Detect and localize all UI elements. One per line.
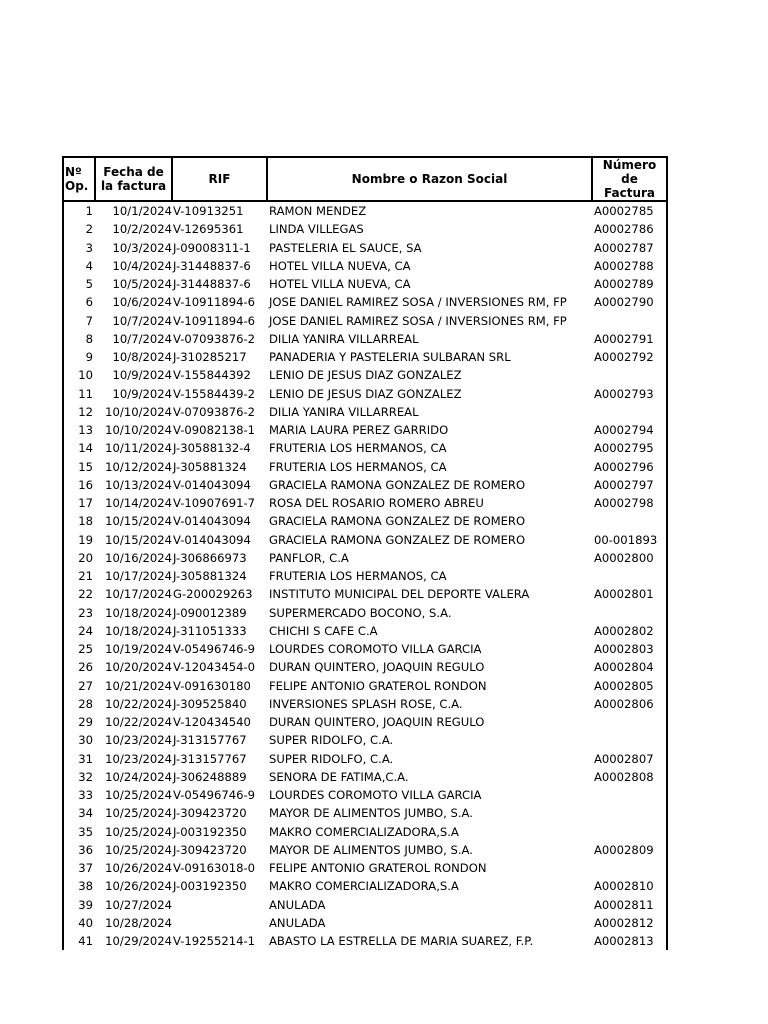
cell-op-number: 15 <box>63 458 95 476</box>
cell-invoice-number: A0002813 <box>592 932 667 950</box>
table-row <box>63 585 667 603</box>
cell-rif: V-12695361 <box>173 222 244 237</box>
cell-business-name: DILIA YANIRA VILLARREAL <box>269 331 419 346</box>
cell-invoice-date: 10/7/2024 <box>112 313 172 328</box>
table-row <box>63 841 667 859</box>
cell-invoice-date: 10/4/2024 <box>112 258 172 273</box>
cell-op-number: 30 <box>63 731 95 749</box>
table-row <box>63 330 667 348</box>
cell-op-number: 8 <box>63 330 95 348</box>
cell-invoice-date: 10/10/2024 <box>105 404 172 419</box>
cell-rif: J-090012389 <box>173 605 247 620</box>
cell-invoice-number <box>592 859 667 877</box>
table-row <box>63 239 667 257</box>
cell-invoice-date: 10/14/2024 <box>105 496 172 511</box>
cell-invoice-date: 10/15/2024 <box>105 514 172 529</box>
cell-invoice-date: 10/9/2024 <box>112 368 172 383</box>
cell-business-name: CHICHI S CAFE C.A <box>269 623 378 638</box>
cell-rif: J-311051333 <box>173 623 247 638</box>
cell-business-name: MAYOR DE ALIMENTOS JUMBO, S.A. <box>269 806 473 821</box>
cell-invoice-number: A0002786 <box>592 220 667 238</box>
cell-invoice-date: 10/23/2024 <box>105 751 172 766</box>
cell-business-name: DURAN QUINTERO, JOAQUIN REGULO <box>269 715 485 730</box>
table-row <box>63 257 667 275</box>
cell-rif: J-310285217 <box>173 350 247 365</box>
table-row <box>63 567 667 585</box>
table-row <box>63 896 667 914</box>
cell-rif: V-10911894-6 <box>173 313 256 328</box>
cell-invoice-number: A0002789 <box>592 275 667 293</box>
cell-invoice-date: 10/24/2024 <box>105 769 172 784</box>
cell-business-name: PASTELERIA EL SAUCE, SA <box>269 240 422 255</box>
cell-rif <box>172 896 267 914</box>
cell-op-number: 11 <box>63 385 95 403</box>
cell-invoice-number <box>592 403 667 421</box>
cell-rif: J-313157767 <box>173 733 247 748</box>
cell-op-number: 12 <box>63 403 95 421</box>
cell-invoice-number: A0002802 <box>592 622 667 640</box>
header-rif: RIF <box>172 157 267 201</box>
cell-op-number: 16 <box>63 476 95 494</box>
cell-business-name: LINDA VILLEGAS <box>269 222 364 237</box>
cell-invoice-date: 10/9/2024 <box>112 386 172 401</box>
cell-invoice-date: 10/6/2024 <box>112 295 172 310</box>
table-row <box>63 786 667 804</box>
cell-invoice-number: A0002796 <box>592 458 667 476</box>
cell-rif: J-30588132-4 <box>173 441 251 456</box>
cell-business-name: ANULADA <box>269 915 326 930</box>
cell-business-name: HOTEL VILLA NUEVA, CA <box>269 258 411 273</box>
cell-rif: V-07093876-2 <box>173 331 256 346</box>
cell-invoice-date: 10/17/2024 <box>105 587 172 602</box>
cell-invoice-date: 10/26/2024 <box>105 879 172 894</box>
cell-invoice-number: A0002794 <box>592 421 667 439</box>
cell-rif: J-306866973 <box>173 550 247 565</box>
cell-invoice-date: 10/28/2024 <box>105 915 172 930</box>
cell-rif: V-014043094 <box>173 477 251 492</box>
cell-invoice-date: 10/12/2024 <box>105 459 172 474</box>
header-op-number: Nº Op. <box>63 157 95 201</box>
cell-invoice-number: A0002805 <box>592 677 667 695</box>
cell-business-name: GRACIELA RAMONA GONZALEZ DE ROMERO <box>269 532 526 547</box>
cell-business-name: FRUTERIA LOS HERMANOS, CA <box>269 569 447 584</box>
cell-business-name: FRUTERIA LOS HERMANOS, CA <box>269 459 447 474</box>
cell-invoice-date: 10/11/2024 <box>105 441 172 456</box>
cell-invoice-date: 10/18/2024 <box>105 605 172 620</box>
cell-rif: J-313157767 <box>173 751 247 766</box>
cell-business-name: LENIO DE JESUS DIAZ GONZALEZ <box>269 386 462 401</box>
table-row <box>63 640 667 658</box>
cell-rif: G-200029263 <box>173 587 253 602</box>
cell-op-number: 37 <box>63 859 95 877</box>
header-invoice-date: Fecha de la factura <box>95 157 172 201</box>
cell-op-number: 40 <box>63 914 95 932</box>
cell-invoice-number: A0002793 <box>592 385 667 403</box>
cell-invoice-date: 10/3/2024 <box>112 240 172 255</box>
cell-rif: J-003192350 <box>173 879 247 894</box>
table-row <box>63 604 667 622</box>
cell-business-name: MAYOR DE ALIMENTOS JUMBO, S.A. <box>269 842 473 857</box>
cell-invoice-number: A0002787 <box>592 239 667 257</box>
cell-business-name: LOURDES COROMOTO VILLA GARCIA <box>269 642 482 657</box>
cell-business-name: INVERSIONES SPLASH ROSE, C.A. <box>269 696 463 711</box>
cell-invoice-date: 10/7/2024 <box>112 331 172 346</box>
cell-business-name: SUPER RIDOLFO, C.A. <box>269 733 394 748</box>
cell-rif: V-155844392 <box>173 368 251 383</box>
table-row <box>63 403 667 421</box>
cell-rif: V-120434540 <box>173 715 251 730</box>
cell-op-number: 3 <box>63 239 95 257</box>
cell-business-name: SUPERMERCADO BOCONO, S.A. <box>269 605 452 620</box>
table-row <box>63 750 667 768</box>
cell-invoice-date: 10/8/2024 <box>112 350 172 365</box>
cell-invoice-number: A0002803 <box>592 640 667 658</box>
cell-rif: V-12043454-0 <box>173 660 256 675</box>
table-row <box>63 439 667 457</box>
cell-op-number: 7 <box>63 312 95 330</box>
cell-business-name: MAKRO COMERCIALIZADORA,S.A <box>269 824 459 839</box>
cell-rif: V-10907691-7 <box>173 496 256 511</box>
cell-invoice-number <box>592 604 667 622</box>
cell-op-number: 38 <box>63 877 95 895</box>
cell-invoice-number <box>592 366 667 384</box>
cell-invoice-number: A0002811 <box>592 896 667 914</box>
cell-op-number: 23 <box>63 604 95 622</box>
cell-rif: J-305881324 <box>173 459 247 474</box>
cell-invoice-date: 10/23/2024 <box>105 733 172 748</box>
table-row <box>63 348 667 366</box>
cell-rif: V-09082138-1 <box>173 423 256 438</box>
cell-rif: J-31448837-6 <box>173 277 251 292</box>
cell-invoice-number <box>592 804 667 822</box>
cell-business-name: RAMON MENDEZ <box>269 204 367 219</box>
cell-invoice-date: 10/10/2024 <box>105 423 172 438</box>
table-row <box>63 293 667 311</box>
cell-invoice-number: A0002791 <box>592 330 667 348</box>
cell-business-name: LENIO DE JESUS DIAZ GONZALEZ <box>269 368 462 383</box>
cell-invoice-date: 10/1/2024 <box>112 204 172 219</box>
invoice-table <box>62 156 668 950</box>
cell-rif: J-306248889 <box>173 769 247 784</box>
cell-rif: J-31448837-6 <box>173 258 251 273</box>
cell-rif: V-05496746-9 <box>173 642 256 657</box>
table-row <box>63 385 667 403</box>
cell-op-number: 5 <box>63 275 95 293</box>
table-row <box>63 695 667 713</box>
cell-op-number: 21 <box>63 567 95 585</box>
cell-invoice-number: A0002790 <box>592 293 667 311</box>
cell-invoice-number: A0002788 <box>592 257 667 275</box>
table-row <box>63 312 667 330</box>
cell-invoice-number <box>592 512 667 530</box>
cell-business-name: ABASTO LA ESTRELLA DE MARIA SUAREZ, F.P. <box>269 934 534 949</box>
table-row <box>63 476 667 494</box>
cell-business-name: MAKRO COMERCIALIZADORA,S.A <box>269 879 459 894</box>
cell-business-name: FELIPE ANTONIO GRATEROL RONDON <box>269 678 487 693</box>
cell-invoice-number: A0002807 <box>592 750 667 768</box>
cell-invoice-number <box>592 823 667 841</box>
cell-business-name: SENORA DE FATIMA,C.A. <box>269 769 409 784</box>
cell-op-number: 35 <box>63 823 95 841</box>
cell-invoice-number: A0002809 <box>592 841 667 859</box>
cell-invoice-date: 10/20/2024 <box>105 660 172 675</box>
cell-op-number: 28 <box>63 695 95 713</box>
table-row <box>63 275 667 293</box>
table-row <box>63 201 667 220</box>
table-row <box>63 658 667 676</box>
cell-invoice-date: 10/25/2024 <box>105 824 172 839</box>
cell-invoice-date: 10/21/2024 <box>105 678 172 693</box>
cell-rif: J-305881324 <box>173 569 247 584</box>
table-body <box>63 201 667 950</box>
table-row <box>63 713 667 731</box>
cell-op-number: 1 <box>63 201 95 220</box>
cell-op-number: 24 <box>63 622 95 640</box>
cell-op-number: 39 <box>63 896 95 914</box>
table-row <box>63 421 667 439</box>
table-row <box>63 914 667 932</box>
cell-invoice-number <box>592 731 667 749</box>
cell-invoice-date: 10/22/2024 <box>105 715 172 730</box>
table-row <box>63 877 667 895</box>
cell-rif: J-309423720 <box>173 806 247 821</box>
cell-invoice-date: 10/18/2024 <box>105 623 172 638</box>
cell-invoice-date: 10/25/2024 <box>105 788 172 803</box>
cell-rif: V-10911894-6 <box>173 295 256 310</box>
cell-invoice-date: 10/25/2024 <box>105 806 172 821</box>
cell-invoice-number: A0002808 <box>592 768 667 786</box>
cell-invoice-number: A0002810 <box>592 877 667 895</box>
cell-rif: V-014043094 <box>173 514 251 529</box>
cell-business-name: PANFLOR, C.A <box>269 550 349 565</box>
header-row <box>63 157 667 201</box>
cell-business-name: DILIA YANIRA VILLARREAL <box>269 404 419 419</box>
cell-invoice-number: A0002801 <box>592 585 667 603</box>
table-row <box>63 859 667 877</box>
cell-op-number: 20 <box>63 549 95 567</box>
cell-business-name: ROSA DEL ROSARIO ROMERO ABREU <box>269 496 484 511</box>
cell-rif: V-09163018-0 <box>173 861 256 876</box>
header-invoice-number: Número de Factura <box>592 157 667 201</box>
cell-invoice-date: 10/5/2024 <box>112 277 172 292</box>
cell-rif: V-05496746-9 <box>173 788 256 803</box>
cell-business-name: LOURDES COROMOTO VILLA GARCIA <box>269 788 482 803</box>
table-row <box>63 458 667 476</box>
table-row <box>63 512 667 530</box>
cell-op-number: 17 <box>63 494 95 512</box>
cell-business-name: SUPER RIDOLFO, C.A. <box>269 751 394 766</box>
cell-business-name: ANULADA <box>269 897 326 912</box>
cell-op-number: 33 <box>63 786 95 804</box>
cell-op-number: 27 <box>63 677 95 695</box>
cell-invoice-number: A0002795 <box>592 439 667 457</box>
table-row <box>63 823 667 841</box>
cell-rif: V-10913251 <box>173 204 244 219</box>
cell-op-number: 36 <box>63 841 95 859</box>
cell-invoice-number <box>592 713 667 731</box>
cell-business-name: MARIA LAURA PEREZ GARRIDO <box>269 423 449 438</box>
cell-rif: V-15584439-2 <box>173 386 256 401</box>
cell-invoice-number: A0002812 <box>592 914 667 932</box>
header-business-name: Nombre o Razon Social <box>267 157 592 201</box>
cell-invoice-date: 10/15/2024 <box>105 532 172 547</box>
table-row <box>63 549 667 567</box>
cell-invoice-date: 10/2/2024 <box>112 222 172 237</box>
cell-op-number: 14 <box>63 439 95 457</box>
cell-business-name: GRACIELA RAMONA GONZALEZ DE ROMERO <box>269 477 526 492</box>
table-row <box>63 677 667 695</box>
cell-op-number: 32 <box>63 768 95 786</box>
cell-invoice-number <box>592 312 667 330</box>
cell-op-number: 25 <box>63 640 95 658</box>
cell-invoice-date: 10/29/2024 <box>105 934 172 949</box>
cell-op-number: 19 <box>63 531 95 549</box>
table-row <box>63 494 667 512</box>
table-row <box>63 622 667 640</box>
cell-business-name: PANADERIA Y PASTELERIA SULBARAN SRL <box>269 350 511 365</box>
cell-op-number: 34 <box>63 804 95 822</box>
table-row <box>63 531 667 549</box>
table-row <box>63 220 667 238</box>
cell-op-number: 22 <box>63 585 95 603</box>
table-header <box>63 157 667 201</box>
cell-invoice-date: 10/16/2024 <box>105 550 172 565</box>
cell-business-name: HOTEL VILLA NUEVA, CA <box>269 277 411 292</box>
cell-op-number: 2 <box>63 220 95 238</box>
cell-op-number: 29 <box>63 713 95 731</box>
cell-invoice-number: A0002785 <box>592 201 667 220</box>
cell-rif: J-309525840 <box>173 696 247 711</box>
cell-op-number: 26 <box>63 658 95 676</box>
cell-invoice-date: 10/25/2024 <box>105 842 172 857</box>
cell-business-name: INSTITUTO MUNICIPAL DEL DEPORTE VALERA <box>269 587 530 602</box>
cell-rif: V-091630180 <box>173 678 251 693</box>
cell-invoice-number <box>592 567 667 585</box>
cell-business-name: DURAN QUINTERO, JOAQUIN REGULO <box>269 660 485 675</box>
cell-op-number: 4 <box>63 257 95 275</box>
cell-op-number: 13 <box>63 421 95 439</box>
table-row <box>63 932 667 950</box>
cell-invoice-number: A0002792 <box>592 348 667 366</box>
cell-invoice-number: A0002804 <box>592 658 667 676</box>
cell-business-name: JOSE DANIEL RAMIREZ SOSA / INVERSIONES RM, FP <box>269 295 567 310</box>
cell-invoice-date: 10/22/2024 <box>105 696 172 711</box>
cell-rif: J-09008311-1 <box>173 240 251 255</box>
table-row <box>63 731 667 749</box>
cell-op-number: 41 <box>63 932 95 950</box>
table-row <box>63 366 667 384</box>
cell-invoice-date: 10/26/2024 <box>105 861 172 876</box>
cell-invoice-date: 10/27/2024 <box>105 897 172 912</box>
cell-rif: V-014043094 <box>173 532 251 547</box>
cell-invoice-number: A0002797 <box>592 476 667 494</box>
table-row <box>63 768 667 786</box>
cell-invoice-number: 00-001893 <box>592 531 667 549</box>
cell-business-name: JOSE DANIEL RAMIREZ SOSA / INVERSIONES RM, FP <box>269 313 567 328</box>
cell-invoice-number: A0002806 <box>592 695 667 713</box>
cell-business-name: FRUTERIA LOS HERMANOS, CA <box>269 441 447 456</box>
cell-invoice-date: 10/13/2024 <box>105 477 172 492</box>
cell-op-number: 18 <box>63 512 95 530</box>
cell-business-name: GRACIELA RAMONA GONZALEZ DE ROMERO <box>269 514 526 529</box>
cell-business-name: FELIPE ANTONIO GRATEROL RONDON <box>269 861 487 876</box>
cell-invoice-number: A0002800 <box>592 549 667 567</box>
cell-rif: J-309423720 <box>173 842 247 857</box>
cell-rif: J-003192350 <box>173 824 247 839</box>
table-row <box>63 804 667 822</box>
cell-op-number: 9 <box>63 348 95 366</box>
cell-op-number: 10 <box>63 366 95 384</box>
cell-rif: V-07093876-2 <box>173 404 256 419</box>
cell-op-number: 6 <box>63 293 95 311</box>
cell-invoice-date: 10/17/2024 <box>105 569 172 584</box>
cell-rif <box>172 914 267 932</box>
cell-invoice-number: A0002798 <box>592 494 667 512</box>
cell-rif: V-19255214-1 <box>173 934 256 949</box>
cell-invoice-number <box>592 786 667 804</box>
cell-invoice-date: 10/19/2024 <box>105 642 172 657</box>
cell-op-number: 31 <box>63 750 95 768</box>
